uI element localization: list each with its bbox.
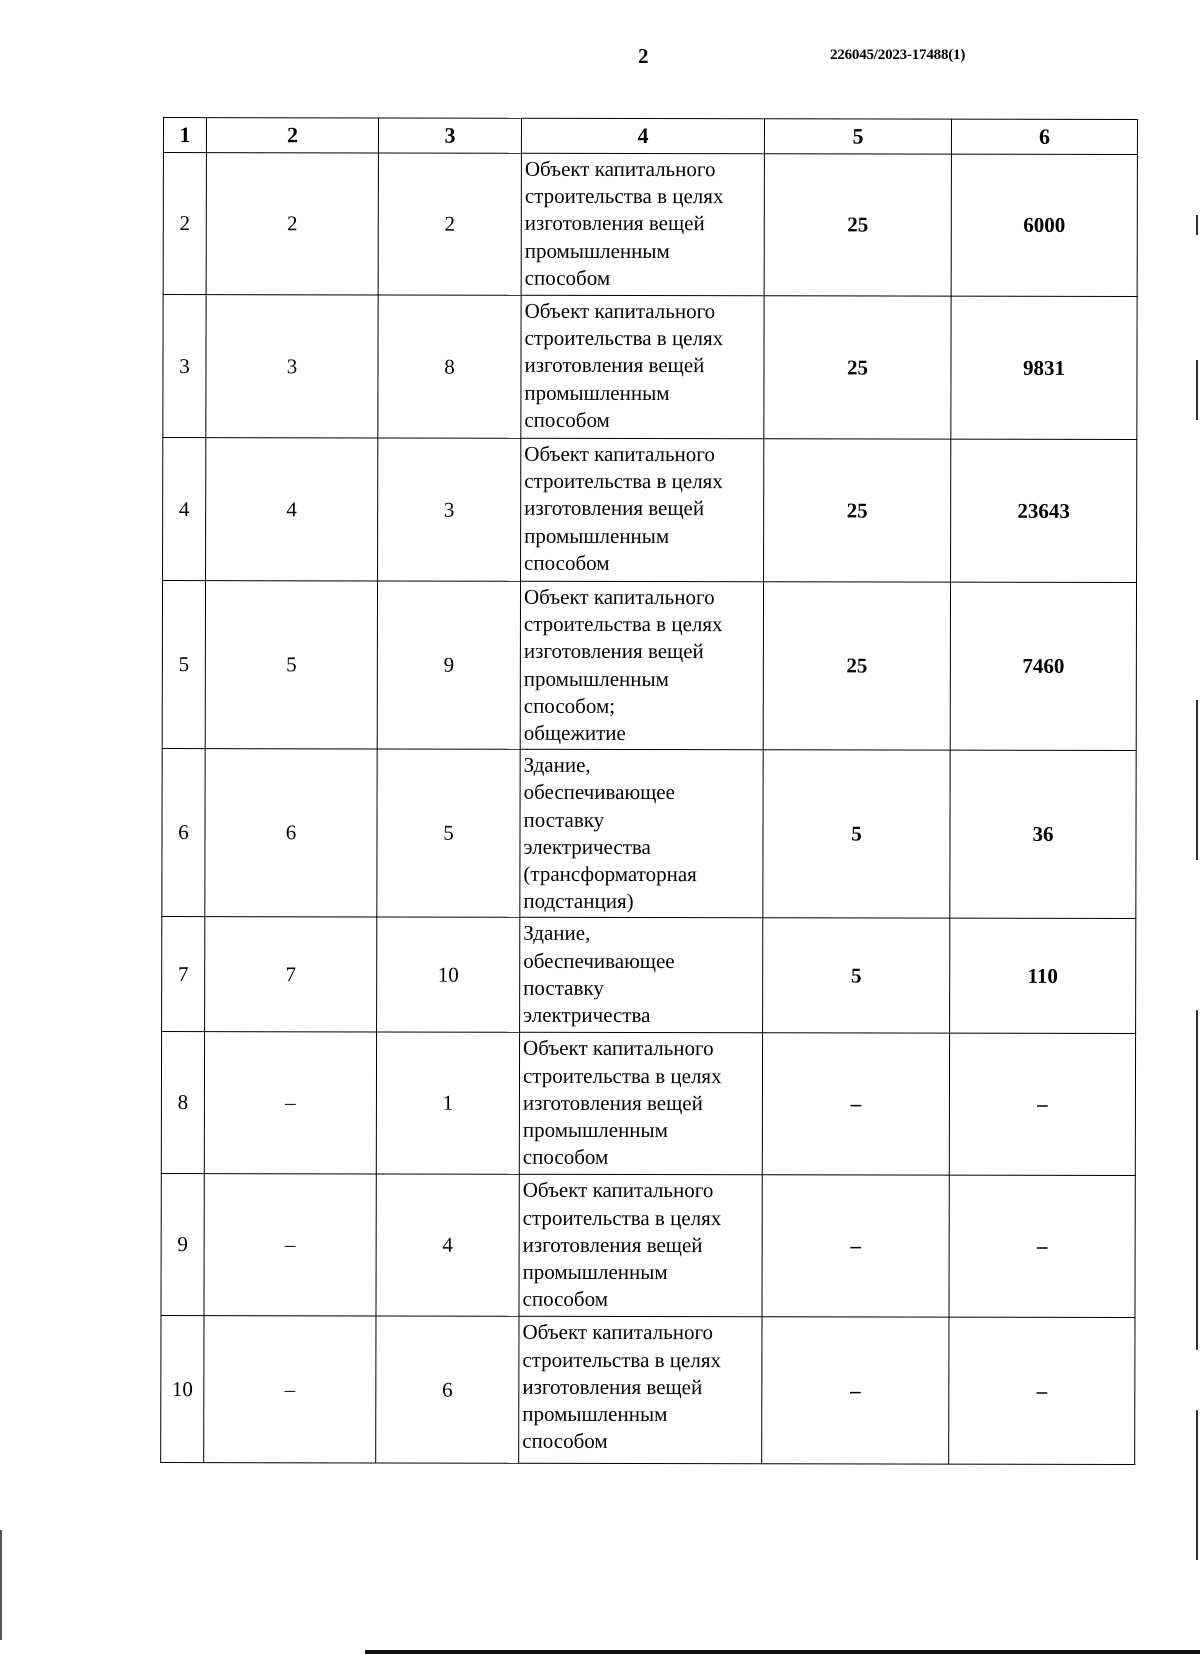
description-line: строительства в целях [522,1063,722,1088]
cell-col1: 6 [162,749,205,917]
cell-col2: 2 [206,153,378,295]
description-line: способом; [523,693,616,718]
cell-col2: 7 [205,917,377,1032]
cell-col5: 25 [763,582,950,751]
description-line: строительства в целях [522,1347,722,1372]
description-line: способом [524,407,610,432]
description-line: Объект капитального [524,441,715,467]
description-line: строительства в целях [524,183,724,209]
column-header: 3 [378,118,521,153]
table-row [162,749,1136,919]
cell-description [519,1033,762,1176]
description-line: изготовления вещей [524,353,705,378]
cell-col6: 6000 [951,154,1137,296]
scan-edge-mark [1196,1010,1198,1350]
column-header: 6 [951,119,1137,154]
cell-col1: 3 [163,295,206,438]
description-line: электричества [523,834,651,859]
table-row [161,1174,1135,1318]
description-line: Объект капитального [522,1178,714,1203]
description-line: Объект капитального [523,584,715,610]
description-line: промышленным [524,380,670,405]
cell-col1: 7 [162,917,205,1032]
cell-col1: 4 [163,438,206,581]
cell-description [519,1317,762,1465]
cell-col6: 7460 [950,582,1136,751]
cell-description [520,918,763,1034]
table-body [161,153,1138,1465]
description-line: способом [524,265,611,290]
cell-col2: 5 [205,581,377,750]
cell-col2: – [204,1174,376,1316]
cell-description [520,749,763,918]
cell-col5: – [762,1033,949,1175]
table-row [161,1032,1135,1176]
table-row [163,438,1137,583]
description-line: обеспечивающее [523,780,675,805]
table-row [163,153,1137,297]
cell-col5: 25 [764,296,951,439]
description-line: способом [522,1287,609,1312]
description-line: промышленным [524,238,670,263]
scan-edge-mark [1196,215,1198,235]
document-reference: 226045/2023-17488(1) [830,47,966,63]
cell-description [521,153,764,296]
scan-edge-line [365,1650,1200,1654]
cell-col1: 5 [162,581,205,749]
description-line: изготовления вещей [524,496,705,521]
cell-col6: 36 [950,750,1136,919]
description-line: изготовления вещей [523,639,704,664]
description-line: Объект капитального [523,1036,714,1061]
cell-col1: 9 [161,1174,204,1316]
scan-edge-mark [1196,1410,1198,1560]
cell-description [521,438,764,582]
table-row [162,581,1136,751]
table-row [162,917,1136,1034]
description-line: (трансформаторная [523,861,697,887]
cell-col6: 23643 [951,439,1137,582]
description-line: изготовления вещей [522,1374,703,1399]
description-line: промышленным [524,523,670,548]
description-line: строительства в целях [522,1205,722,1230]
description-line: Здание, [523,921,591,946]
description-line: промышленным [522,1259,668,1285]
header-row [163,118,1137,155]
cell-col3: 6 [376,1316,519,1463]
column-header: 1 [163,118,206,153]
cell-col6: – [949,1176,1135,1318]
cell-col3: 10 [377,917,520,1032]
description-line: подстанция) [523,888,634,914]
description-line: промышленным [523,666,669,691]
cell-description [521,295,764,439]
cell-col3: 9 [377,581,520,750]
description-line: поставку [523,807,605,832]
cell-col1: 2 [163,153,206,295]
cell-col3: 1 [376,1032,519,1174]
description-line: способом [522,1429,608,1454]
cell-col5: 25 [764,154,951,296]
scan-edge-mark [1196,360,1198,420]
cell-col6: 9831 [951,296,1137,439]
table-header [163,118,1137,155]
description-line: строительства в целях [524,325,724,351]
table-row [163,295,1137,440]
description-line: Объект капитального [524,298,716,324]
cell-col6: 110 [950,919,1136,1034]
column-header: 4 [521,118,764,154]
cell-col2: 3 [206,295,378,438]
description-line: строительства в целях [523,611,723,637]
cell-col3: 8 [378,295,521,438]
cell-col5: 25 [764,439,951,582]
cell-col2: 4 [206,438,378,581]
cell-col3: 3 [378,438,521,581]
cell-description [519,1175,762,1318]
cell-col2: 6 [205,749,377,918]
cell-col5: 5 [763,918,950,1033]
cell-col5: – [762,1317,949,1464]
description-line: строительства в целях [524,468,723,494]
description-line: изготовления вещей [522,1090,703,1115]
table-row [161,1316,1135,1465]
description-line: обеспечивающее [523,948,675,973]
cell-col2: – [204,1316,376,1463]
cell-col1: 10 [161,1316,204,1463]
description-line: способом [522,1145,609,1170]
description-line: Здание, [523,752,591,778]
cell-col5: – [762,1175,949,1317]
cell-col3: 5 [377,749,520,918]
description-line: общежитие [523,720,626,745]
description-line: Объект капитального [522,1320,714,1345]
description-line: Объект капитального [524,156,716,182]
cell-col5: 5 [763,750,950,919]
objects-table [160,117,1138,1465]
column-header: 2 [206,118,378,153]
description-line: электричества [523,1002,651,1028]
column-header: 5 [764,119,951,154]
description-line: промышленным [522,1117,668,1143]
cell-col6: – [949,1034,1135,1176]
cell-col1: 8 [161,1032,204,1174]
cell-col6: – [949,1318,1135,1465]
description-line: способом [524,550,610,575]
description-line: промышленным [522,1401,668,1427]
description-line: изготовления вещей [524,211,705,236]
cell-col3: 2 [378,153,521,295]
cell-description [520,581,763,750]
scan-edge-mark [0,1530,2,1640]
cell-col3: 4 [376,1174,519,1316]
cell-col2: – [204,1032,376,1174]
description-line: изготовления вещей [522,1232,703,1257]
scan-edge-mark [1196,700,1198,860]
description-line: поставку [523,975,604,1000]
page-number: 2 [638,44,649,68]
